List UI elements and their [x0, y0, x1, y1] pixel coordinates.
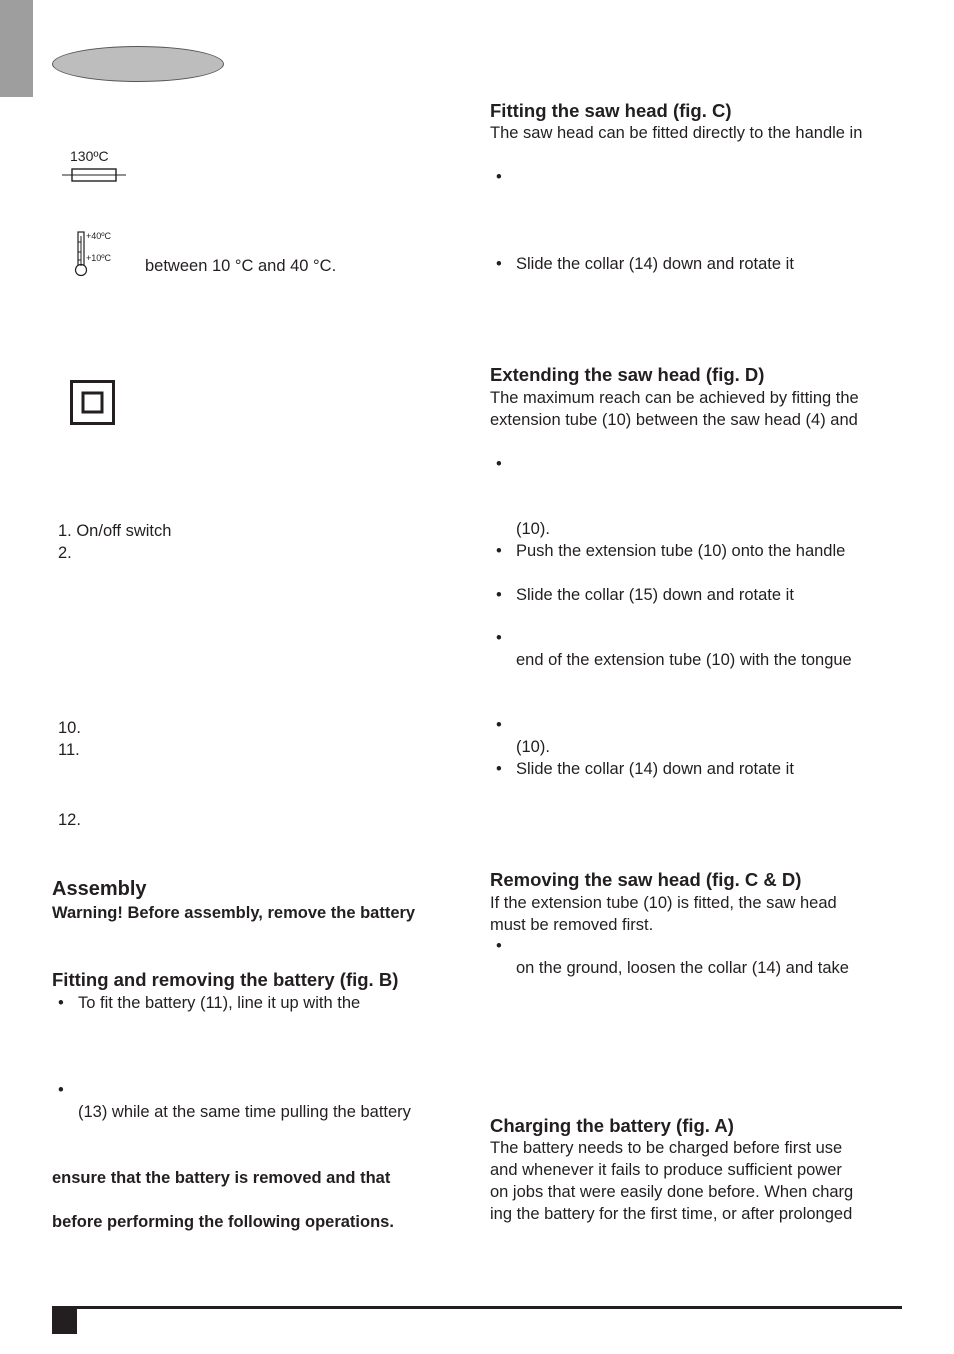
bullet-marker: • — [496, 629, 502, 647]
charging-text-line: The battery needs to be charged before first use — [490, 1139, 843, 1157]
bullet-marker: • — [496, 168, 502, 186]
thermo-high-label: +40ºC — [86, 231, 112, 241]
extend-bullet-4-cont: end of the extension tube (10) with the tongue — [516, 651, 852, 669]
battery-heading: Fitting and removing the battery (fig. B) — [52, 969, 399, 990]
charging-text-line: ing the battery for the first time, or after prolonged — [490, 1205, 853, 1223]
feature-item-12: 12. — [58, 811, 81, 829]
bullet-marker: • — [496, 716, 502, 734]
remove-text-2: must be removed first. — [490, 916, 654, 934]
page-number-box — [52, 1309, 77, 1334]
charging-text-line: and whenever it fails to produce sufficient power — [490, 1161, 842, 1179]
feature-item-10: 10. — [58, 719, 81, 737]
bullet-marker: • — [496, 760, 502, 778]
fuse-icon — [60, 167, 130, 183]
battery-bullet-1: To fit the battery (11), line it up with the — [78, 994, 361, 1012]
safety-warning-line-1: ensure that the battery is removed and that — [52, 1169, 391, 1187]
remove-bullet-1-cont: on the ground, loosen the collar (14) and take — [516, 959, 849, 977]
extend-bullet-6: Slide the collar (14) down and rotate it — [516, 760, 794, 778]
fuse-symbol — [60, 147, 130, 187]
extend-text-2: extension tube (10) between the saw head (4) and — [490, 411, 858, 429]
extend-bullet-2: Push the extension tube (10) onto the handle — [516, 542, 846, 560]
extend-bullet-5-cont: (10). — [516, 738, 550, 756]
extend-bullet-1-cont: (10). — [516, 520, 550, 538]
assembly-heading: Assembly — [52, 878, 147, 900]
fit-bullet-2: Slide the collar (14) down and rotate it — [516, 255, 794, 273]
feature-item-11: 11. — [58, 741, 80, 759]
feature-item-2: 2. — [58, 544, 72, 562]
language-tab — [0, 0, 33, 97]
temperature-text: between 10 °C and 40 °C. — [145, 257, 337, 275]
charging-heading: Charging the battery (fig. A) — [490, 1115, 734, 1136]
bullet-marker: • — [496, 255, 502, 273]
bullet-marker: • — [58, 1081, 64, 1099]
bullet-marker: • — [496, 586, 502, 604]
bullet-marker: • — [496, 542, 502, 560]
bullet-marker: • — [58, 994, 64, 1012]
bullet-marker: • — [496, 937, 502, 955]
fuse-label: 130ºC — [70, 148, 109, 164]
bullet-marker: • — [496, 455, 502, 473]
extend-text-1: The maximum reach can be achieved by fitting the — [490, 389, 859, 407]
fit-saw-head-text: The saw head can be fitted directly to the handle in — [490, 124, 863, 142]
thermo-low-label: +10ºC — [86, 253, 112, 263]
battery-bullet-2-cont: (13) while at the same time pulling the battery — [78, 1103, 411, 1121]
extend-saw-head-heading: Extending the saw head (fig. D) — [490, 364, 765, 385]
remove-saw-head-heading: Removing the saw head (fig. C & D) — [490, 869, 802, 890]
fit-saw-head-heading: Fitting the saw head (fig. C) — [490, 100, 732, 121]
remove-text-1: If the extension tube (10) is fitted, the saw head — [490, 894, 837, 912]
double-insulation-icon — [70, 380, 116, 426]
thermometer-symbol — [74, 230, 124, 280]
footer-rule — [52, 1306, 902, 1309]
assembly-warning: Warning! Before assembly, remove the battery — [52, 904, 416, 922]
charging-text-line: on jobs that were easily done before. When charg — [490, 1183, 854, 1201]
language-oval-label — [52, 46, 224, 82]
safety-warning-line-2: before performing the following operations. — [52, 1213, 394, 1231]
feature-item-1: 1. On/off switch — [58, 522, 172, 540]
extend-bullet-3: Slide the collar (15) down and rotate it — [516, 586, 794, 604]
